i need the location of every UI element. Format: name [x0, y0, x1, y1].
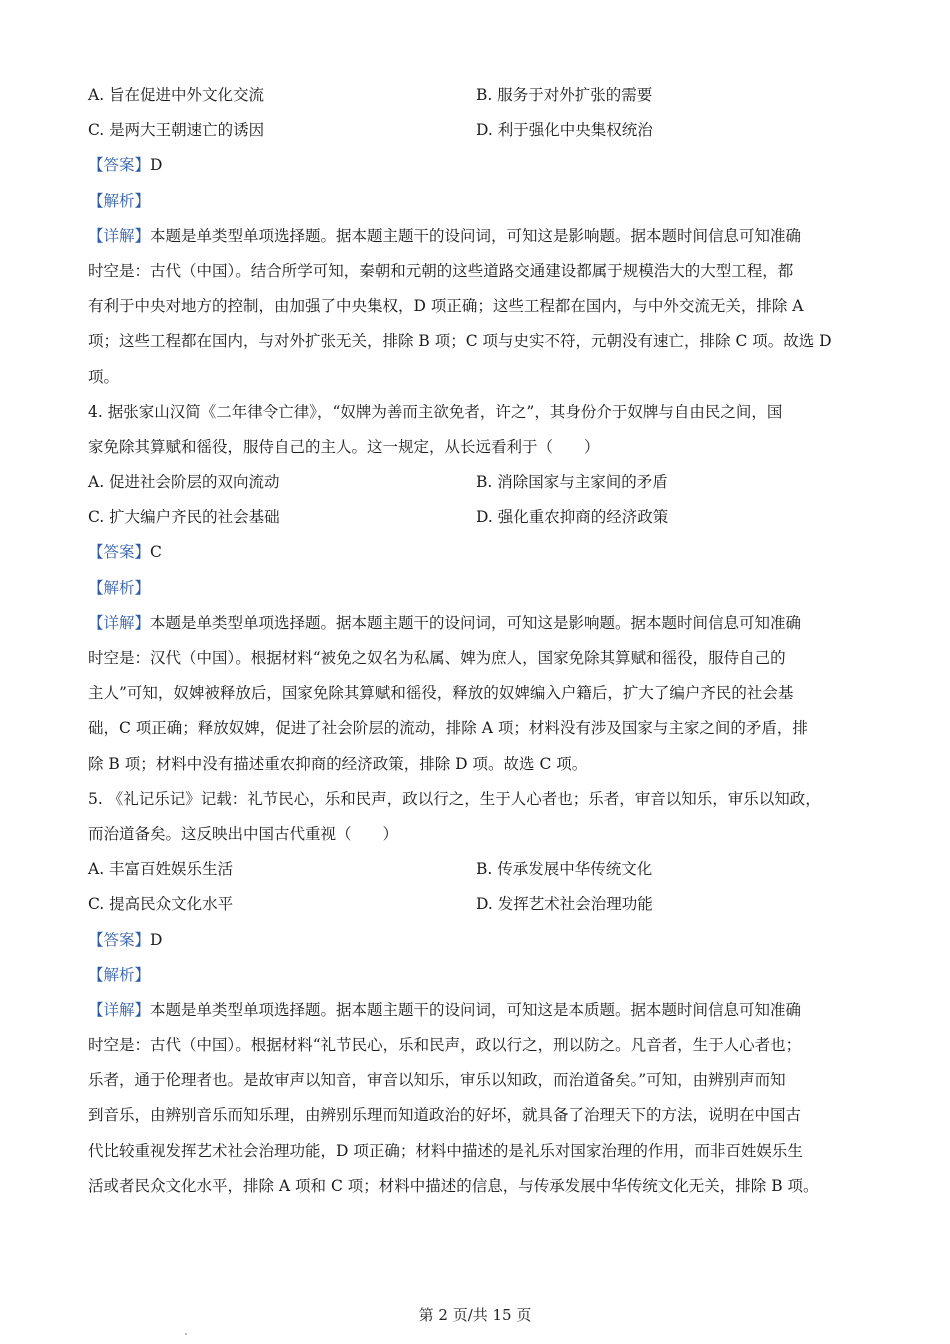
- q3-detail-line-1: 【详解】本题是单类型单项选择题。据本题主题干的设问词，可知这是影响题。据本题时间信息可知准确: [88, 226, 802, 245]
- q5-answer: [88, 923, 868, 958]
- q3-analysis-tag: 【解析】: [88, 191, 151, 210]
- q4-option-a: A. 促进社会阶层的双向流动: [88, 473, 280, 492]
- q5-detail-line-3: 乐者，通于伦理者也。是故审声以知音，审音以知乐，审乐以知政，而治道备矣。”可知，由辨别声而知: [88, 1071, 786, 1090]
- q4-analysis: [88, 571, 868, 606]
- q4-detail: [88, 606, 868, 782]
- q3-analysis: [88, 184, 868, 219]
- q5-detail-line-5: 代比较重视发挥艺术社会治理功能，D 项正确；材料中描述的是礼乐对国家治理的作用，而非百姓娱乐生: [88, 1141, 803, 1160]
- q4-detail-line-4: 础，C 项正确；释放奴婢，促进了社会阶层的流动，排除 A 项；材料没有涉及国家与主家之间的矛盾，排: [88, 719, 808, 738]
- q4-answer-tag: 【答案】: [88, 543, 151, 562]
- q4-options-row-1: [88, 465, 868, 500]
- q5-option-c: C. 提高民众文化水平: [88, 895, 234, 914]
- q5-analysis: [88, 958, 868, 993]
- q4-stem-line-2: 家免除其算赋和徭役，服侍自己的主人。这一规定，从长远看利于（ ）: [88, 437, 600, 456]
- q3-option-a: A. 旨在促进中外文化交流: [88, 86, 265, 104]
- q3-detail-line-3: 有利于中央对地方的控制，由加强了中央集权，D 项正确；这些工程都在国内，与中外交流无关，排除 A: [88, 297, 804, 316]
- q5-detail: [88, 993, 868, 1204]
- q5-option-b: B. 传承发展中华传统文化: [476, 860, 653, 879]
- q4-detail-line-3: 主人”可知，奴婢被释放后，国家免除其算赋和徭役，释放的奴婢编入户籍后，扩大了编户齐民的社会基: [88, 684, 794, 703]
- q5-option-a: A. 丰富百姓娱乐生活: [88, 860, 234, 879]
- q5-answer-tag: 【答案】: [88, 930, 151, 949]
- q4-detail-line-1: 【详解】本题是单类型单项选择题。据本题主题干的设问词，可知这是影响题。据本题时间信息可知准确: [88, 613, 802, 632]
- q5-options-row-1: [88, 852, 868, 887]
- q5-detail-line-6: 活或者民众文化水平，排除 A 项和 C 项；材料中描述的信息，与传承发展中华传统文化无关，排除 B 项。: [88, 1176, 819, 1195]
- q4-options-row-2: [88, 500, 868, 535]
- q3-detail-line-5: 项。: [88, 367, 120, 386]
- q5-detail-line-1: 【详解】本题是单类型单项选择题。据本题主题干的设问词，可知这是本质题。据本题时间信息可知准确: [88, 1000, 802, 1019]
- q4-analysis-tag: 【解析】: [88, 578, 151, 597]
- q3-options-row-1: [88, 78, 868, 113]
- q4-detail-line-5: 除 B 项；材料中没有描述重农抑商的经济政策，排除 D 项。故选 C 项。: [88, 754, 588, 773]
- q5-option-d: D. 发挥艺术社会治理功能: [476, 895, 653, 914]
- q3-option-b: B. 服务于对外扩张的需要: [476, 86, 653, 104]
- q3-detail-tag: 【详解】: [88, 226, 151, 245]
- q3-answer-tag: 【答案】: [88, 156, 151, 175]
- q4-option-b: B. 消除国家与主家间的矛盾: [476, 473, 668, 492]
- q4-option-d: D. 强化重农抑商的经济政策: [476, 508, 669, 527]
- q4-detail-line-2: 时空是：汉代（中国）。根据材料“被免之奴名为私属、婢为庶人，国家免除其算赋和徭役，服侍自己的: [88, 649, 786, 667]
- q3-options-row-2: [88, 113, 868, 148]
- q5-detail-tag: 【详解】: [88, 1000, 151, 1019]
- q5-stem-line-1: 5. 《礼记乐记》记载：礼节民心，乐和民声，政以行之，生于人心者也；乐者，审音以知乐，审乐以知政，: [88, 789, 821, 808]
- document-page: [88, 78, 868, 1204]
- q4-answer: [88, 535, 868, 570]
- q3-option-d: D. 利于强化中央集权统治: [476, 121, 653, 140]
- q5-detail-line-4: 到音乐，由辨别音乐而知乐理，由辨别乐理而知道政治的好坏，就具备了治理天下的方法，说明在中国古: [88, 1106, 802, 1125]
- q5-options-row-2: [88, 887, 868, 922]
- q5-detail-line-2: 时空是：古代（中国）。根据材料“礼节民心，乐和民声，政以行之，刑以防之。凡音者，生于人心者也；: [88, 1036, 802, 1055]
- scan-dot-mark: [185, 1333, 187, 1335]
- q4-option-c: C. 扩大编户齐民的社会基础: [88, 508, 280, 527]
- q3-option-c: C. 是两大王朝速亡的诱因: [88, 121, 265, 140]
- q3-detail: [88, 219, 868, 395]
- q5-stem: [88, 782, 868, 852]
- q3-detail-line-2: 时空是：古代（中国）。结合所学可知，秦朝和元朝的这些道路交通建设都属于规模浩大的大型工程，都: [88, 261, 794, 280]
- q4-stem: [88, 395, 868, 465]
- q5-answer-value: D: [150, 930, 163, 949]
- page-footer: 第 2 页/共 15 页: [418, 1306, 532, 1324]
- q3-answer: [88, 148, 868, 183]
- q4-answer-value: C: [150, 543, 162, 562]
- q3-answer-value: D: [150, 156, 163, 175]
- q5-analysis-tag: 【解析】: [88, 965, 151, 984]
- q5-stem-line-2: 而治道备矣。这反映出中国古代重视（ ）: [88, 824, 399, 843]
- q4-detail-tag: 【详解】: [88, 613, 151, 632]
- q4-stem-line-1: 4. 据张家山汉简《二年律令亡律》，“奴牌为善而主欲免者，许之”，其身份介于奴牌与自由民之间，国: [88, 402, 783, 421]
- q3-detail-line-4: 项；这些工程都在国内，与对外扩张无关，排除 B 项；C 项与史实不符，元朝没有速亡，排除 C 项。故选 D: [88, 332, 832, 351]
